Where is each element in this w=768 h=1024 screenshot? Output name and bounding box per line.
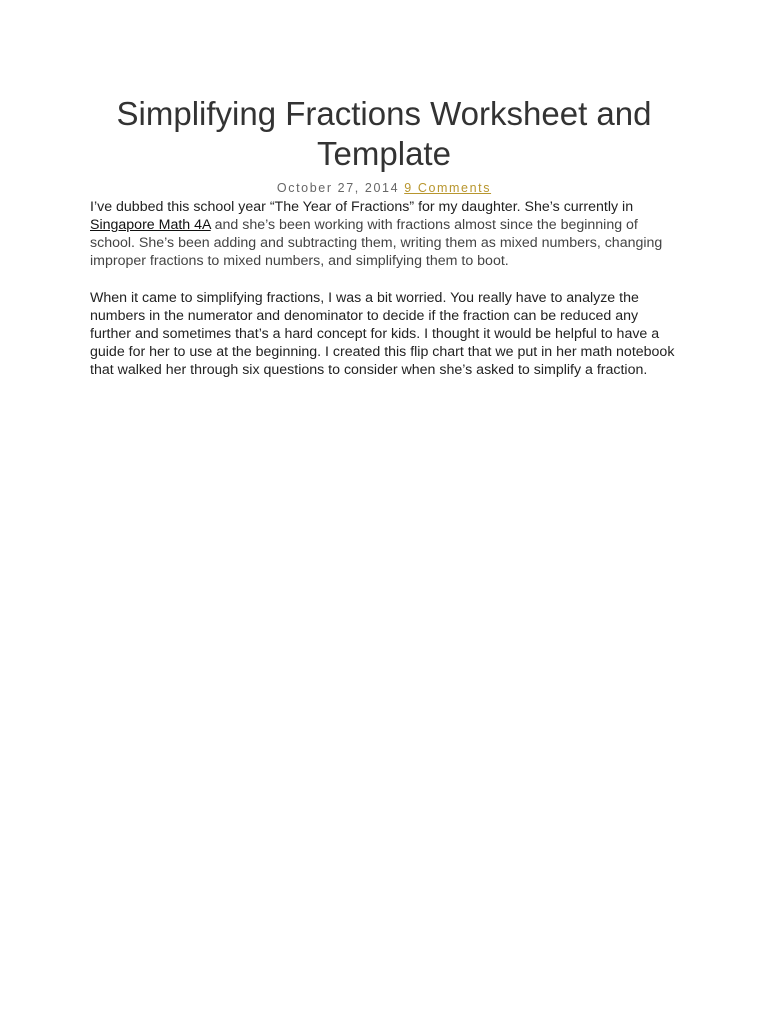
comments-link[interactable]: 9 Comments (404, 181, 492, 195)
article-title: Simplifying Fractions Worksheet and Template (116, 95, 652, 172)
singapore-math-link[interactable]: Singapore Math 4A (90, 217, 211, 234)
post-meta (0, 181, 768, 195)
paragraph-1 (90, 198, 680, 270)
post-date: October 27, 2014 (276, 181, 400, 195)
paragraph-1-rest: and she’s been working with fractions almost since the beginning of school. She’s been adding and subtracting them, writing them as mixed numbers, changing improper fractions to mixed numbers, and simplifying them to boot. (90, 217, 663, 270)
paragraph-1-intro: I’ve dubbed this school year “The Year of Fractions” for my daughter. She’s currently in (90, 199, 634, 215)
paragraph-2: When it came to simplifying fractions, I was a bit worried. You really have to analyze the numbers in the numerator and denominator to decide if the fraction can be reduced any further and sometimes that’s a hard concept for kids. I thought it would be helpful to have a guide for her to use at the beginning. I created this flip chart that we put in her math notebook that walked her through six questions to consider when she’s asked to simplify a fraction. (90, 290, 675, 379)
